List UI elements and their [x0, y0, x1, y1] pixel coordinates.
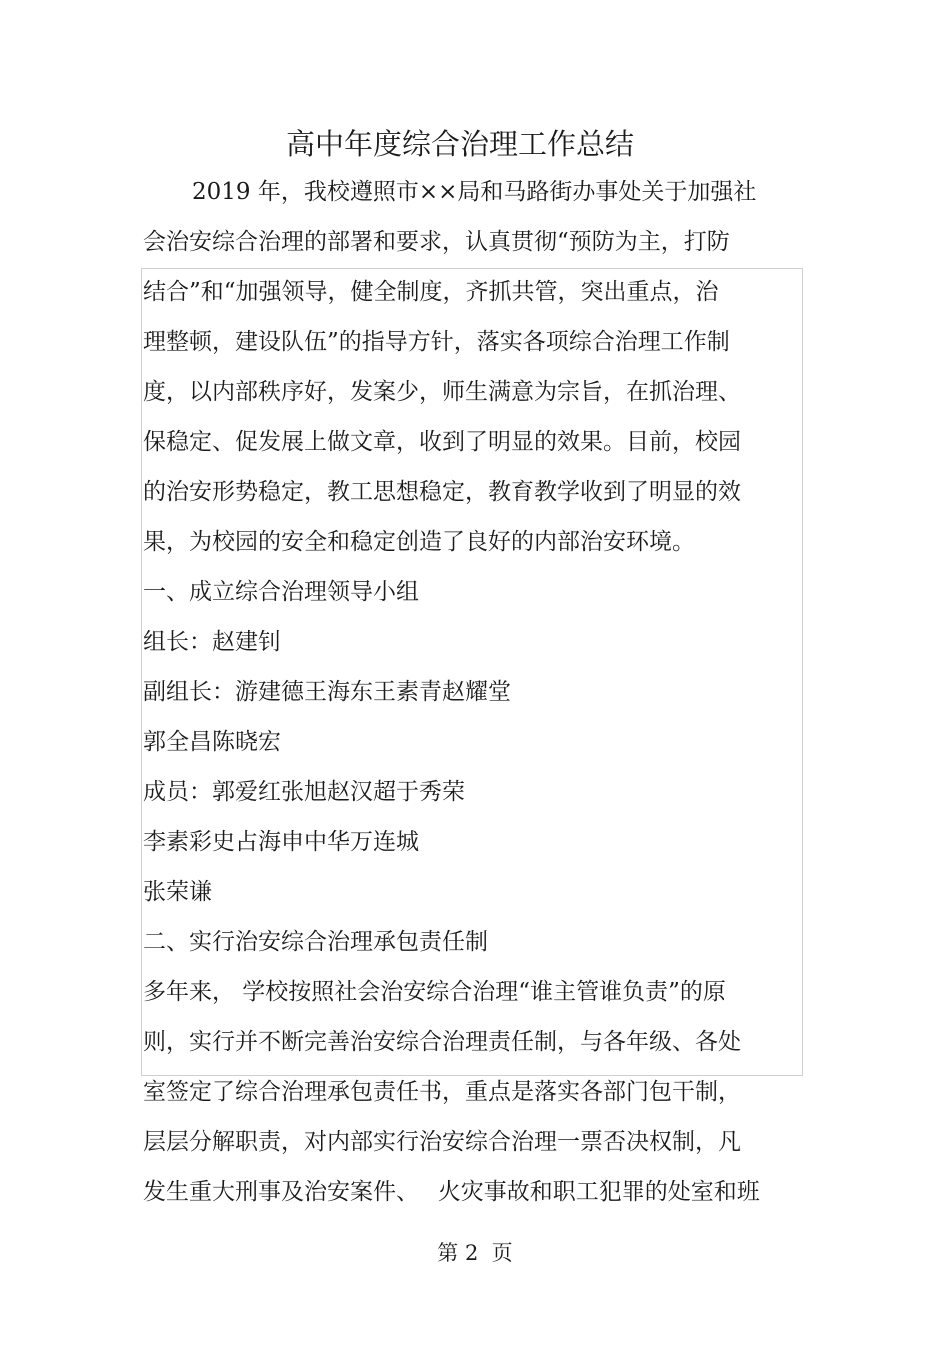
- list-item: 副组长：游建德王海东王素青赵耀堂: [143, 679, 511, 705]
- section-heading: 一、成立综合治理领导小组: [143, 579, 419, 605]
- paragraph-line: 结合”和“加强领导，健全制度，齐抓共管，突出重点，治: [143, 279, 719, 305]
- paragraph-line: 理整顿，建设队伍”的指导方针，落实各项综合治理工作制: [143, 329, 730, 355]
- paragraph-line: 则，实行并不断完善治安综合治理责任制，与各年级、各处: [143, 1029, 741, 1055]
- paragraph-line: 果，为校园的安全和稳定创造了良好的内部治安环境。: [143, 529, 695, 555]
- paragraph-line: 2019 年，我校遵照市××局和马路街办事处关于加强社: [192, 179, 757, 205]
- paragraph-line: 室签定了综合治理承包责任书，重点是落实各部门包干制，: [143, 1079, 741, 1105]
- paragraph-line: 发生重大刑事及治安案件、 火灾事故和职工犯罪的处室和班: [143, 1179, 760, 1205]
- list-item: 张荣谦: [143, 879, 212, 905]
- list-item: 李素彩史占海申中华万连城: [143, 829, 419, 855]
- list-item: 郭全昌陈晓宏: [143, 729, 281, 755]
- list-item: 成员：郭爱红张旭赵汉超于秀荣: [143, 779, 465, 805]
- list-item: 组长：赵建钊: [143, 629, 281, 655]
- page-number: 第 2 页: [437, 1241, 513, 1265]
- document-title: 高中年度综合治理工作总结: [285, 127, 634, 161]
- paragraph-line: 会治安综合治理的部署和要求，认真贯彻“预防为主，打防: [143, 229, 730, 255]
- paragraph-line: 层层分解职责，对内部实行治安综合治理一票否决权制，凡: [143, 1129, 741, 1155]
- paragraph-line: 度，以内部秩序好，发案少，师生满意为宗旨，在抓治理、: [143, 379, 741, 405]
- paragraph-line: 的治安形势稳定，教工思想稳定，教育教学收到了明显的效: [143, 479, 741, 505]
- paragraph-line: 多年来， 学校按照社会治安综合治理“谁主管谁负责”的原: [143, 979, 726, 1005]
- section-heading: 二、实行治安综合治理承包责任制: [143, 929, 488, 955]
- paragraph-line: 保稳定、促发展上做文章，收到了明显的效果。目前，校园: [143, 429, 741, 455]
